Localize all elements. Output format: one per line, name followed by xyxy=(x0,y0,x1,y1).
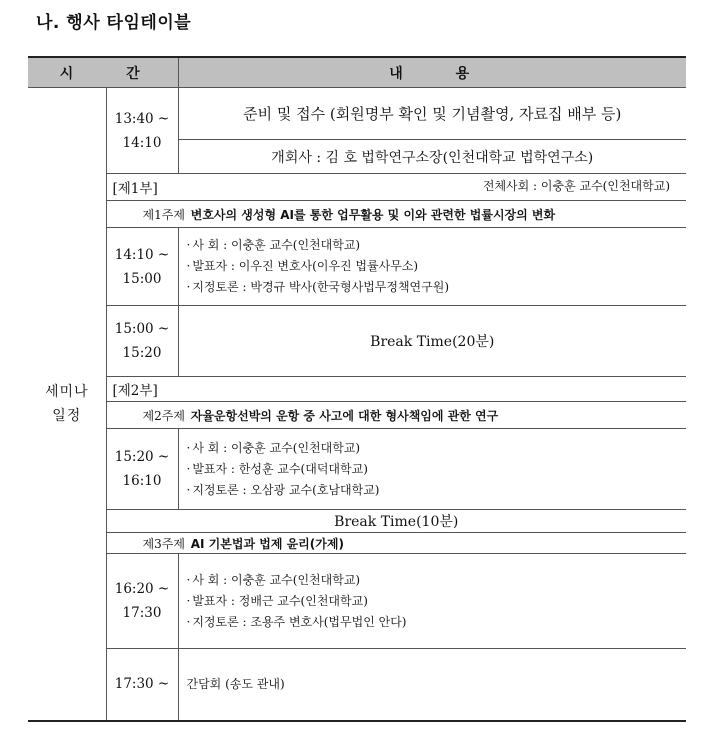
table-row xyxy=(28,510,686,533)
table-row xyxy=(28,429,686,510)
time-end: 14:10 xyxy=(122,134,162,151)
topic-header xyxy=(106,402,686,429)
role-line: · 사 회 : 이충훈 교수(인천대학교) xyxy=(186,238,361,252)
category-line: 세미나 xyxy=(44,383,89,400)
table-row xyxy=(28,402,686,429)
time-start: 13:40 ~ xyxy=(114,110,170,127)
part-header xyxy=(106,174,686,201)
topic-number: 제1주제 xyxy=(142,207,185,222)
table-row xyxy=(28,306,686,377)
role-line: · 지정토론 : 조용주 변호사(법무법인 안다) xyxy=(186,614,407,629)
time-start: 15:00 ~ xyxy=(114,321,170,337)
table-row xyxy=(28,228,686,306)
time-cell xyxy=(106,228,178,306)
opening-address: 개회사 : 김 호 법학연구소장(인천대학교 법학연구소) xyxy=(178,140,686,174)
table-header-row xyxy=(28,57,686,88)
table-row xyxy=(28,554,686,649)
table-row xyxy=(28,88,686,140)
time-start: 15:20 ~ xyxy=(114,449,170,465)
topic-header xyxy=(106,201,686,228)
role-line: · 사 회 : 이충훈 교수(인천대학교) xyxy=(186,440,361,455)
time-start: 16:20 ~ xyxy=(114,581,170,597)
time-cell xyxy=(106,429,178,510)
topic-number: 제3주제 xyxy=(142,536,185,551)
category-cell xyxy=(28,88,106,721)
page-title: 나. 행사 타임테이블 xyxy=(36,13,192,33)
time-cell xyxy=(106,306,178,377)
moderator-text: 전체사회 : 이충훈 교수(인천대학교) xyxy=(482,179,670,193)
table-row xyxy=(28,649,686,721)
role-line: · 지정토론 : 박경규 박사(한국형사법무정책연구원) xyxy=(186,280,450,294)
header-content: 내 용 xyxy=(178,57,686,88)
part-label: [제1부] xyxy=(112,181,158,197)
time-cell xyxy=(106,554,178,649)
time-end: 17:30 xyxy=(122,605,162,621)
part-label: [제2부] xyxy=(112,383,158,399)
time-end: 16:10 xyxy=(122,473,162,489)
break-label: Break Time(10분) xyxy=(106,510,686,533)
category-line: 일정 xyxy=(52,407,82,424)
roles-cell xyxy=(178,228,686,306)
time-end: 15:20 xyxy=(122,345,162,361)
table-row xyxy=(28,533,686,554)
header-time: 시 간 xyxy=(28,57,178,88)
topic-title: 자율운항선박의 운항 중 사고에 대한 형사책임에 관한 연구 xyxy=(190,408,499,423)
table-row xyxy=(28,174,686,201)
table-row xyxy=(28,201,686,228)
reception-text: 준비 및 접수 (회원명부 확인 및 기념촬영, 자료집 배부 등) xyxy=(178,88,686,140)
table-row xyxy=(28,377,686,402)
topic-header xyxy=(106,533,686,554)
topic-title: 변호사의 생성형 AI를 통한 업무활용 및 이와 관련한 법률시장의 변화 xyxy=(190,207,556,222)
topic-number: 제2주제 xyxy=(142,408,185,423)
roles-cell xyxy=(178,554,686,649)
break-label: Break Time(20분) xyxy=(178,306,686,377)
role-line: · 사 회 : 이충훈 교수(인천대학교) xyxy=(186,572,361,587)
part-header xyxy=(106,377,686,402)
role-line: · 발표자 : 이우진 변호사(이우진 법률사무소) xyxy=(186,259,419,273)
schedule-table xyxy=(28,56,686,722)
time-cell xyxy=(106,88,178,174)
time-start: 14:10 ~ xyxy=(114,246,170,263)
closing-label: 간담회 (송도 관내) xyxy=(178,649,686,721)
topic-title: AI 기본법과 법제 윤리(가제) xyxy=(190,536,344,551)
roles-cell xyxy=(178,429,686,510)
time-end: 15:00 xyxy=(122,270,162,287)
role-line: · 발표자 : 정배근 교수(인천대학교) xyxy=(186,593,368,608)
role-line: · 발표자 : 한성훈 교수(대덕대학교) xyxy=(186,461,368,476)
time-cell: 17:30 ~ xyxy=(106,649,178,721)
role-line: · 지정토론 : 오삼광 교수(호남대학교) xyxy=(186,482,380,497)
